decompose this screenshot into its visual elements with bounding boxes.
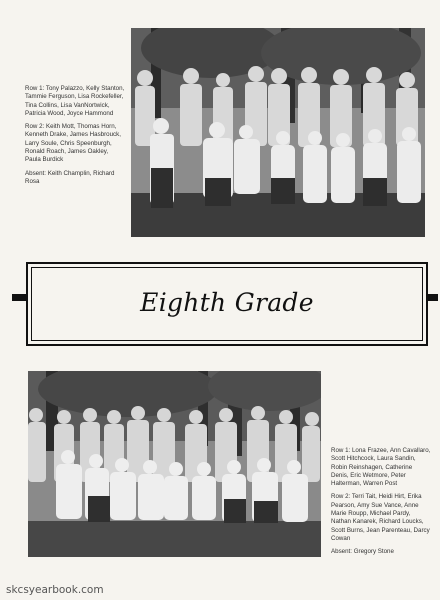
- caption-top: [25, 85, 125, 191]
- caption-bottom-absent: Absent: Gregory Stone: [331, 548, 394, 556]
- caption-bottom-row2: Row 2: Terri Tait, Heidi Hirt, Erika Pearson, Amy Sue Vance, Anne Marie Roupp, Michael Pardy, Nathan Kanarek, Richard Loucks, Scott Burns, Jean Parenteau, Darcy Cowan: [331, 493, 430, 542]
- class-photo-top: [131, 28, 425, 237]
- caption-bottom-row1: Row 1: Lona Frazee, Ann Cavallaro, Scott Hitchcock, Laura Sandin, Robin Reinshagen, Catherine Denis, Eric Wetmore, Peter Halterman, Warren Post: [331, 447, 431, 488]
- watermark: skcsyearbook.com: [6, 584, 104, 596]
- photo-bottom-illustration: [28, 371, 321, 557]
- banner-right-bar: [428, 294, 438, 301]
- class-photo-bottom: [28, 371, 321, 557]
- caption-top-row2: Row 2: Keith Mott, Thomas Horn, Kenneth Drake, James Hasbrouck, Larry Soule, Chris Speenburgh, Ronald Roach, James Oakley, Paula Burdick: [25, 123, 121, 164]
- caption-top-absent: Absent: Keith Champlin, Richard Rosa: [25, 169, 115, 185]
- section-banner: [26, 262, 428, 346]
- photo-top-illustration: [131, 28, 425, 237]
- section-title: Eighth Grade: [140, 288, 314, 317]
- caption-top-row1: Row 1: Tony Palazzo, Kelly Stanton, Tammie Ferguson, Lisa Rockefeller, Tina Collins, Lisa VanNortwick, Patricia Wood, Joyce Hammond: [25, 85, 125, 117]
- caption-bottom: [331, 447, 431, 562]
